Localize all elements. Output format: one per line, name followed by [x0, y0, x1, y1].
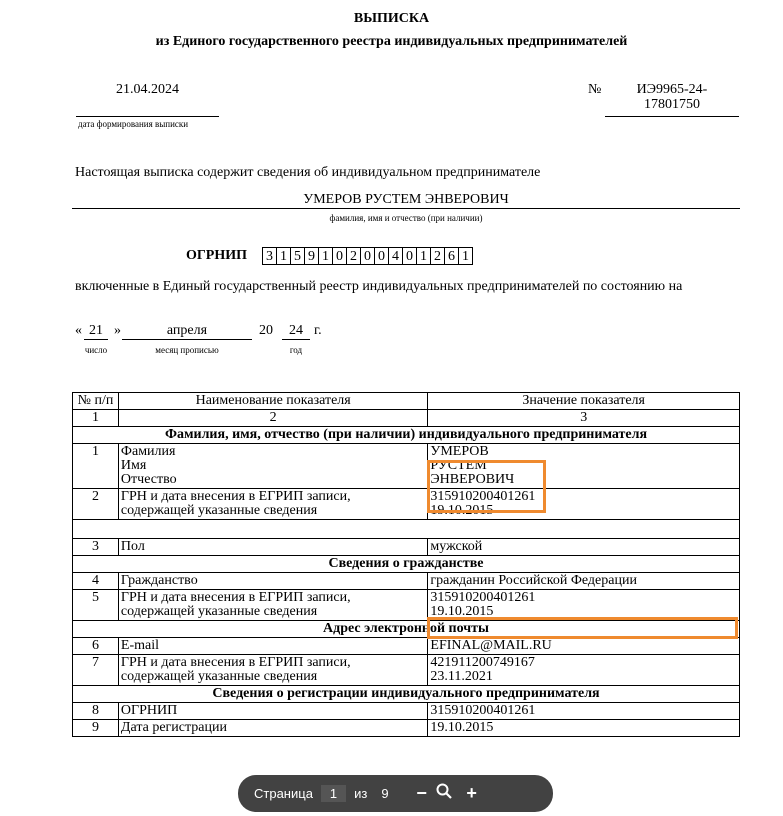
statement-number-line1: ИЭ9965-24- — [636, 82, 708, 97]
ogrnip-digit: 1 — [276, 247, 291, 265]
row-value: мужской — [428, 539, 740, 556]
value-grn: 315910200401261 — [430, 489, 536, 504]
ogrnip-digit: 0 — [332, 247, 347, 265]
section-registration: Сведения о регистрации индивидуального предпринимателя — [73, 686, 740, 703]
section-row — [73, 427, 740, 444]
ogrnip-digit: 0 — [374, 247, 389, 265]
date-month: апреля — [122, 323, 252, 340]
ogrnip-digit: 2 — [430, 247, 445, 265]
row-label: Гражданство — [118, 573, 427, 590]
date-century: 20 — [259, 323, 273, 338]
zoom-in-icon[interactable]: + — [466, 783, 477, 803]
table-row — [73, 444, 740, 489]
value-date: 19.10.2015 — [430, 503, 494, 518]
formation-date — [76, 82, 219, 117]
row-value — [428, 655, 740, 686]
colnum-2: 2 — [118, 410, 427, 427]
row-num: 2 — [73, 489, 119, 520]
row-label: E-mail — [118, 638, 427, 655]
header-value: Значение показателя — [428, 393, 740, 410]
zoom-out-icon[interactable]: − — [416, 783, 427, 803]
fio-highlight — [427, 460, 546, 513]
row-label — [118, 489, 427, 520]
formation-date-caption: дата формирования выписки — [78, 119, 189, 129]
section-row — [73, 686, 740, 703]
row-num: 5 — [73, 590, 119, 621]
row-label — [118, 655, 427, 686]
ogrnip-digit: 4 — [388, 247, 403, 265]
row-value: 19.10.2015 — [428, 720, 740, 737]
name-caption: фамилия, имя и отчество (при наличии) — [329, 213, 483, 223]
row-value: EFINAL@MAIL.RU — [428, 638, 740, 655]
ogrnip-digit: 1 — [416, 247, 431, 265]
label-patronymic: Отчество — [120, 472, 177, 487]
header-num: № п/п — [73, 393, 119, 410]
value-firstname: РУСТЕМ — [430, 458, 487, 473]
ogrnip-digit: 6 — [444, 247, 459, 265]
date-day: 21 — [84, 323, 108, 340]
entrepreneur-name: УМЕРОВ РУСТЕМ ЭНВЕРОВИЧ — [72, 192, 740, 209]
row-value: 315910200401261 — [428, 703, 740, 720]
citizenship-highlight — [427, 617, 738, 639]
label-line: ГРН и дата внесения в ЕГРИП записи, — [120, 655, 351, 670]
intro-text: Настоящая выписка содержит сведения об индивидуальном предпринимателе — [75, 165, 541, 180]
formation-date-value: 21.04.2024 — [116, 82, 179, 97]
row-label: ОГРНИП — [118, 703, 427, 720]
date-year: 24 — [282, 323, 310, 340]
ogrnip-digit: 1 — [318, 247, 333, 265]
caption-month: месяц прописью — [155, 345, 219, 355]
document-subtitle: из Единого государственного реестра индивидуальных предпринимателей — [155, 34, 628, 49]
row-num: 4 — [73, 573, 119, 590]
ogrnip-digit: 0 — [402, 247, 417, 265]
magnifier-svg — [435, 782, 453, 800]
value-grn: 421911200749167 — [430, 655, 535, 670]
row-label — [118, 444, 427, 489]
section-fio: Фамилия, имя, отчество (при наличии) индивидуального предпринимателя — [73, 427, 740, 444]
row-num: 3 — [73, 539, 119, 556]
label-line: ГРН и дата внесения в ЕГРИП записи, — [120, 590, 351, 605]
table-row — [73, 720, 740, 737]
value-date: 23.11.2021 — [430, 669, 493, 684]
row-num: 6 — [73, 638, 119, 655]
document-title: ВЫПИСКА — [353, 11, 430, 26]
row-value: гражданин Российской Федерации — [428, 573, 740, 590]
row-num: 1 — [73, 444, 119, 489]
page-total: 9 — [381, 786, 389, 801]
row-label: Дата регистрации — [118, 720, 427, 737]
included-text: включенные в Единый государственный реестр индивидуальных предпринимателей по состоянию на — [75, 279, 683, 294]
label-line: ГРН и дата внесения в ЕГРИП записи, — [120, 489, 351, 504]
statement-number — [605, 82, 739, 117]
table-row — [73, 655, 740, 686]
row-num: 9 — [73, 720, 119, 737]
table-header-row — [73, 393, 740, 410]
ogrnip-label: ОГРНИП — [186, 248, 248, 263]
pdf-toolbar — [238, 775, 553, 812]
table-row — [73, 703, 740, 720]
table-row — [73, 590, 740, 621]
registry-table — [72, 392, 740, 737]
number-sign: № — [588, 82, 602, 97]
ogrnip-digit: 9 — [304, 247, 319, 265]
row-num: 7 — [73, 655, 119, 686]
magnifier-icon[interactable] — [433, 782, 455, 805]
value-patronymic: ЭНВЕРОВИЧ — [430, 472, 515, 487]
value-date: 19.10.2015 — [430, 604, 494, 619]
label-line: содержащей указанные сведения — [120, 503, 318, 518]
row-label: Пол — [118, 539, 427, 556]
statement-number-line2: 17801750 — [644, 97, 700, 112]
table-row — [73, 638, 740, 655]
row-value — [428, 590, 740, 621]
page-number-input[interactable]: 1 — [321, 785, 346, 802]
value-grn: 315910200401261 — [430, 590, 536, 605]
value-surname: УМЕРОВ — [430, 444, 489, 459]
date-open-quote: « — [75, 323, 82, 338]
label-surname: Фамилия — [120, 444, 176, 459]
empty-row — [73, 520, 740, 539]
date-close-quote: » — [114, 323, 121, 338]
colnum-1: 1 — [73, 410, 119, 427]
date-year-suffix: г. — [314, 323, 322, 338]
section-row — [73, 556, 740, 573]
empty-cell — [73, 520, 740, 539]
row-num: 8 — [73, 703, 119, 720]
page-of-label: из — [354, 786, 368, 801]
label-line: содержащей указанные сведения — [120, 604, 318, 619]
header-indicator: Наименование показателя — [118, 393, 427, 410]
table-row — [73, 539, 740, 556]
table-row — [73, 573, 740, 590]
row-label — [118, 590, 427, 621]
label-line: содержащей указанные сведения — [120, 669, 318, 684]
ogrnip-digit: 0 — [360, 247, 375, 265]
label-firstname: Имя — [120, 458, 147, 473]
ogrnip-digit: 1 — [458, 247, 473, 265]
page-label: Страница — [254, 786, 313, 801]
ogrnip-digit: 2 — [346, 247, 361, 265]
ogrnip-digit: 3 — [262, 247, 277, 265]
caption-year: год — [289, 345, 303, 355]
table-colnum-row — [73, 410, 740, 427]
caption-day: число — [84, 345, 108, 355]
section-citizenship: Сведения о гражданстве — [73, 556, 740, 573]
ogrnip-digit: 5 — [290, 247, 305, 265]
ogrnip-digit-boxes — [262, 247, 472, 265]
colnum-3: 3 — [428, 410, 740, 427]
table-row — [73, 489, 740, 520]
section-email: Адрес электронной почты — [73, 621, 740, 638]
